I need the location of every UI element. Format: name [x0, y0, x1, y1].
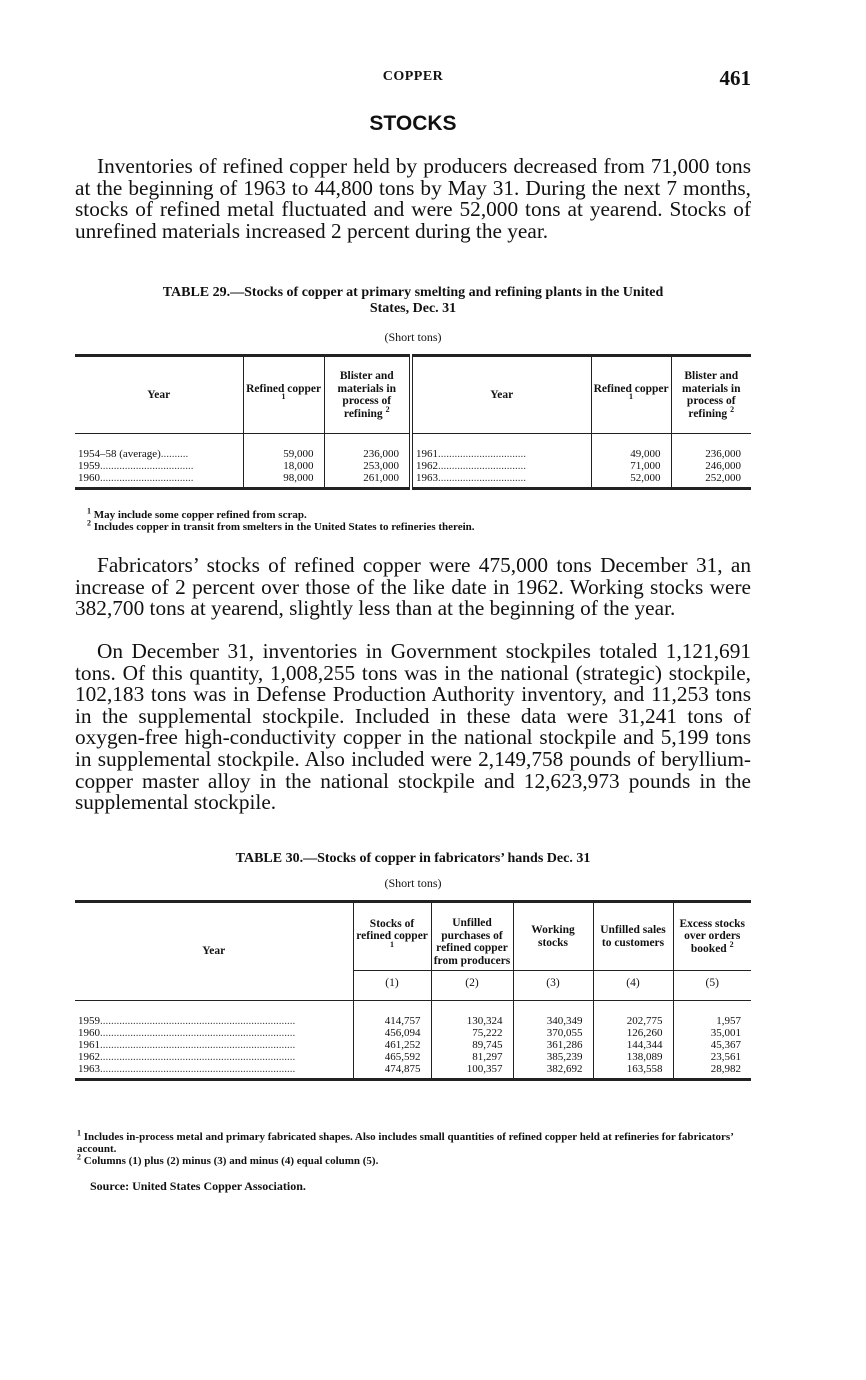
value-cell: 100,357 [431, 1063, 513, 1080]
value-cell: 236,000 [324, 434, 411, 461]
section-title: STOCKS [369, 112, 457, 135]
paragraph-fabricators: Fabricators’ stocks of refined copper were 475,000 tons December 31, an increase of 2 percent over those of the like date in 1962. Working stocks were 382,700 tons at yearend, slightly less than at the beginning of the year. [75, 553, 751, 621]
table30-colnum-1: (1) [353, 971, 431, 1001]
table29-header-refined: Refined copper $^1$ [243, 356, 324, 434]
year-cell: 1961....................................................................... [75, 1039, 353, 1051]
value-cell: 461,252 [353, 1039, 431, 1051]
year-cell: 1962................................ [411, 460, 591, 472]
value-cell: 144,344 [593, 1039, 673, 1051]
table30-colnum-2: (2) [431, 971, 513, 1001]
value-cell: 236,000 [705, 448, 741, 460]
value-cell: 465,592 [353, 1051, 431, 1063]
value-cell: 18,000 [243, 460, 324, 472]
value-cell: 49,000 [591, 434, 671, 461]
value-cell: 45,367 [710, 1038, 741, 1051]
table30-header-year: Year [75, 902, 353, 1001]
table30-header-c5: Excess stocks over orders booked $^2$ [673, 902, 751, 971]
value-cell: 59,000 [243, 434, 324, 461]
value-cell: 385,239 [513, 1051, 593, 1063]
value-cell: 1,957 [716, 1014, 741, 1027]
value-cell: 130,324 [431, 1000, 513, 1027]
table29-caption-line1: TABLE 29.—Stocks of copper at primary smelting and refining plants in the United [162, 285, 664, 300]
year-cell: 1962....................................................................... [75, 1051, 353, 1063]
table29-header-year: Year [75, 356, 243, 434]
table30-header-c3: Working stocks [513, 902, 593, 971]
paragraph-government-stockpiles: On December 31, inventories in Government stockpiles totaled 1,121,691 tons. Of this quantity, 1,008,255 tons was in the national (strategic) stockpile, 102,183 tons was in Defense Production Authority inventory, and 11,253 tons in the supplemental stockpile. Included in these data were 31,241 tons of oxygen-free high-conductivity copper in the national stockpile and 5,199 tons in supplemental stockpile. Also included were 2,149,758 pounds of beryllium-copper master alloy in the national stockpile and 12,623,973 pounds in the supplemental stockpile. [75, 639, 751, 815]
table29-header-year-right: Year [411, 356, 591, 434]
table30-header-c1: Stocks of refined copper $^1$ [353, 902, 431, 971]
value-cell: 52,000 [591, 472, 671, 489]
year-cell: 1959.................................. [75, 460, 243, 472]
running-head [75, 66, 751, 90]
table29-header-blister: Blister and materials in process of refining $^2$ [324, 356, 411, 434]
table29 [75, 354, 751, 490]
table30 [75, 900, 751, 1081]
value-cell: 138,089 [593, 1051, 673, 1063]
value-cell: 370,055 [513, 1027, 593, 1039]
table-row [75, 1027, 751, 1039]
table30-footnotes [77, 1128, 753, 1167]
value-cell: 414,757 [353, 1000, 431, 1027]
value-cell: 246,000 [705, 460, 741, 472]
table-row [75, 434, 751, 461]
value-cell: 98,000 [243, 472, 324, 489]
table29-header-refined-right: Refined copper $^1$ [591, 356, 671, 434]
value-cell: 253,000 [324, 460, 411, 472]
table30-colnum-5: (5) [673, 971, 751, 1001]
value-cell: 261,000 [324, 472, 411, 489]
value-cell: 474,875 [353, 1063, 431, 1080]
value-cell: 456,094 [353, 1027, 431, 1039]
value-cell: 202,775 [593, 1000, 673, 1027]
table30-source: Source: United States Copper Association. [90, 1179, 306, 1193]
table-row [75, 472, 751, 489]
year-cell: 1963....................................................................... [75, 1063, 353, 1080]
running-title: COPPER [382, 69, 444, 84]
value-cell: 126,260 [593, 1027, 673, 1039]
value-cell: 340,349 [513, 1000, 593, 1027]
year-cell: 1960.................................. [75, 472, 243, 489]
value-cell: 89,745 [431, 1039, 513, 1051]
table-row [75, 1039, 751, 1051]
footnote: $^2$ Includes copper in transit from smelters in the United States to refineries therein. [87, 518, 475, 533]
table-row [75, 1063, 751, 1080]
value-cell: 361,286 [513, 1039, 593, 1051]
page-number: 461 [719, 66, 751, 90]
value-cell: 163,558 [593, 1063, 673, 1080]
value-cell: 382,692 [513, 1063, 593, 1080]
value-cell: 252,000 [705, 472, 741, 484]
table-row [75, 460, 751, 472]
value-cell: 23,561 [710, 1050, 741, 1063]
year-cell: 1963................................ [411, 472, 591, 489]
year-cell: 1954–58 (average).......... [75, 434, 243, 461]
footnote: $^2$ Columns (1) plus (2) minus (3) and minus (4) equal column (5). [77, 1152, 379, 1167]
table30-colnum-4: (4) [593, 971, 673, 1001]
table29-caption [75, 285, 751, 317]
table30-colnum-3: (3) [513, 971, 593, 1001]
table30-header-c2: Unfilled purchases of refined copper from producers [431, 902, 513, 971]
table30-header-c4: Unfilled sales to customers [593, 902, 673, 971]
table30-caption: TABLE 30.—Stocks of copper in fabricators’ hands Dec. 31 [235, 851, 591, 866]
footnote: $^1$ May include some copper refined from scrap. [87, 506, 307, 521]
table-row [75, 1051, 751, 1063]
paragraph-inventories: Inventories of refined copper held by producers decreased from 71,000 tons at the beginning of 1963 to 44,800 tons by May 31. During the next 7 months, stocks of refined metal fluctuated and were 52,000 tons at yearend. Stocks of unrefined materials increased 2 percent during the year. [75, 154, 751, 243]
table29-caption-line2: States, Dec. 31 [369, 301, 457, 316]
year-cell: 1959....................................................................... [75, 1000, 353, 1027]
value-cell: 81,297 [431, 1051, 513, 1063]
value-cell: 28,982 [710, 1062, 741, 1075]
table29-header-blister-right: Blister and materials in process of refining $^2$ [671, 356, 751, 434]
year-cell: 1960....................................................................... [75, 1027, 353, 1039]
value-cell: 35,001 [710, 1026, 741, 1039]
table29-subcaption: (Short tons) [384, 330, 442, 344]
value-cell: 71,000 [591, 460, 671, 472]
value-cell: 75,222 [431, 1027, 513, 1039]
year-cell: 1961................................ [411, 434, 591, 461]
footnote: $^1$ Includes in-process metal and primary fabricated shapes. Also includes small quantities of refined copper held at refineries for fabricators’ account. [77, 1128, 734, 1155]
table30-subcaption: (Short tons) [384, 876, 442, 890]
table29-footnotes [87, 506, 763, 533]
table-row [75, 1000, 751, 1027]
